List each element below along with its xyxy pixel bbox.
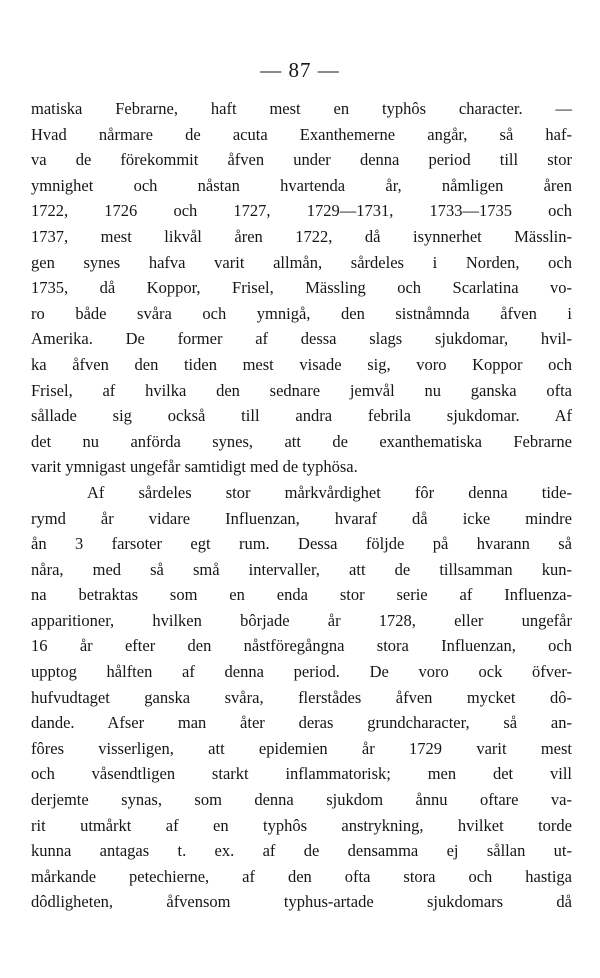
text-line: kunna antagas t. ex. af de densamma ej sållan ut- bbox=[31, 841, 572, 861]
text-line: Amerika. De former af dessa slags sjukdomar, hvil- bbox=[31, 329, 572, 349]
page-number-header: — 87 — bbox=[260, 58, 340, 82]
text-line: Hvad nårmare de acuta Exanthemerne angår, så haf- bbox=[31, 124, 572, 144]
text-line: Af sårdeles stor mårkvårdighet fôr denna tide- bbox=[87, 482, 572, 502]
text-line: mårkande petechierne, af den ofta stora och hastiga bbox=[31, 866, 572, 886]
text-line: fôres visserligen, att epidemien år 1729 varit mest bbox=[31, 738, 572, 758]
text-line: sållade sig också till andra febrila sjukdomar. Af bbox=[31, 406, 572, 426]
text-line: ymnighet och nåstan hvartenda år, nåmligen åren bbox=[31, 175, 572, 195]
text-line: 16 år efter den nåstföregångna stora Influenzan, och bbox=[31, 636, 572, 656]
text-line: 1737, mest likvål åren 1722, då isynnerhet Mässlin- bbox=[31, 226, 572, 246]
text-line: va de förekommit åfven under denna period till stor bbox=[31, 150, 572, 170]
text-line: 1735, då Koppor, Frisel, Mässling och Scarlatina vo- bbox=[31, 278, 572, 298]
text-line: varit ymnigast ungefår samtidigt med de typhösa. bbox=[31, 457, 358, 477]
text-line: nåra, med så små intervaller, att de tillsamman kun- bbox=[31, 559, 572, 579]
text-line: ån 3 farsoter egt rum. Dessa följde på hvarann så bbox=[31, 534, 572, 554]
body-text bbox=[31, 96, 572, 915]
text-line: och våsendtligen starkt inflammatorisk; men det vill bbox=[31, 764, 572, 784]
text-line: rymd år vidare Influenzan, hvaraf då icke mindre bbox=[31, 508, 572, 528]
text-line: matiska Febrarne, haft mest en typhôs character. — bbox=[31, 99, 572, 118]
text-line: dande. Afser man åter deras grundcharacter, så an- bbox=[31, 713, 572, 733]
text-line: rit utmårkt af en typhôs anstrykning, hvilket torde bbox=[31, 815, 572, 835]
text-line: ro både svåra och ymnigå, den sistnåmnda åfven i bbox=[31, 303, 572, 323]
text-line: 1722, 1726 och 1727, 1729—1731, 1733—1735 och bbox=[31, 201, 572, 221]
text-line: hufvudtaget ganska svåra, flerstådes åfven mycket dô- bbox=[31, 687, 572, 707]
text-line: det nu anförda synes, att de exanthematiska Febrarne bbox=[31, 431, 572, 451]
text-line: ka åfven den tiden mest visade sig, voro Koppor och bbox=[31, 354, 572, 374]
text-line: Frisel, af hvilka den sednare jemvål nu ganska ofta bbox=[31, 380, 572, 400]
text-line: apparitioner, hvilken bôrjade år 1728, eller ungefår bbox=[31, 610, 572, 630]
text-line: gen synes hafva varit allmån, sårdeles i Norden, och bbox=[31, 252, 572, 272]
text-line: derjemte synas, som denna sjukdom ånnu oftare va- bbox=[31, 790, 572, 810]
text-line: upptog hålften af denna period. De voro ock öfver- bbox=[31, 662, 572, 682]
text-line: na betraktas som en enda stor serie af Influenza- bbox=[31, 585, 572, 605]
text-line: dôdligheten, åfvensom typhus-artade sjukdomars då bbox=[31, 892, 572, 912]
